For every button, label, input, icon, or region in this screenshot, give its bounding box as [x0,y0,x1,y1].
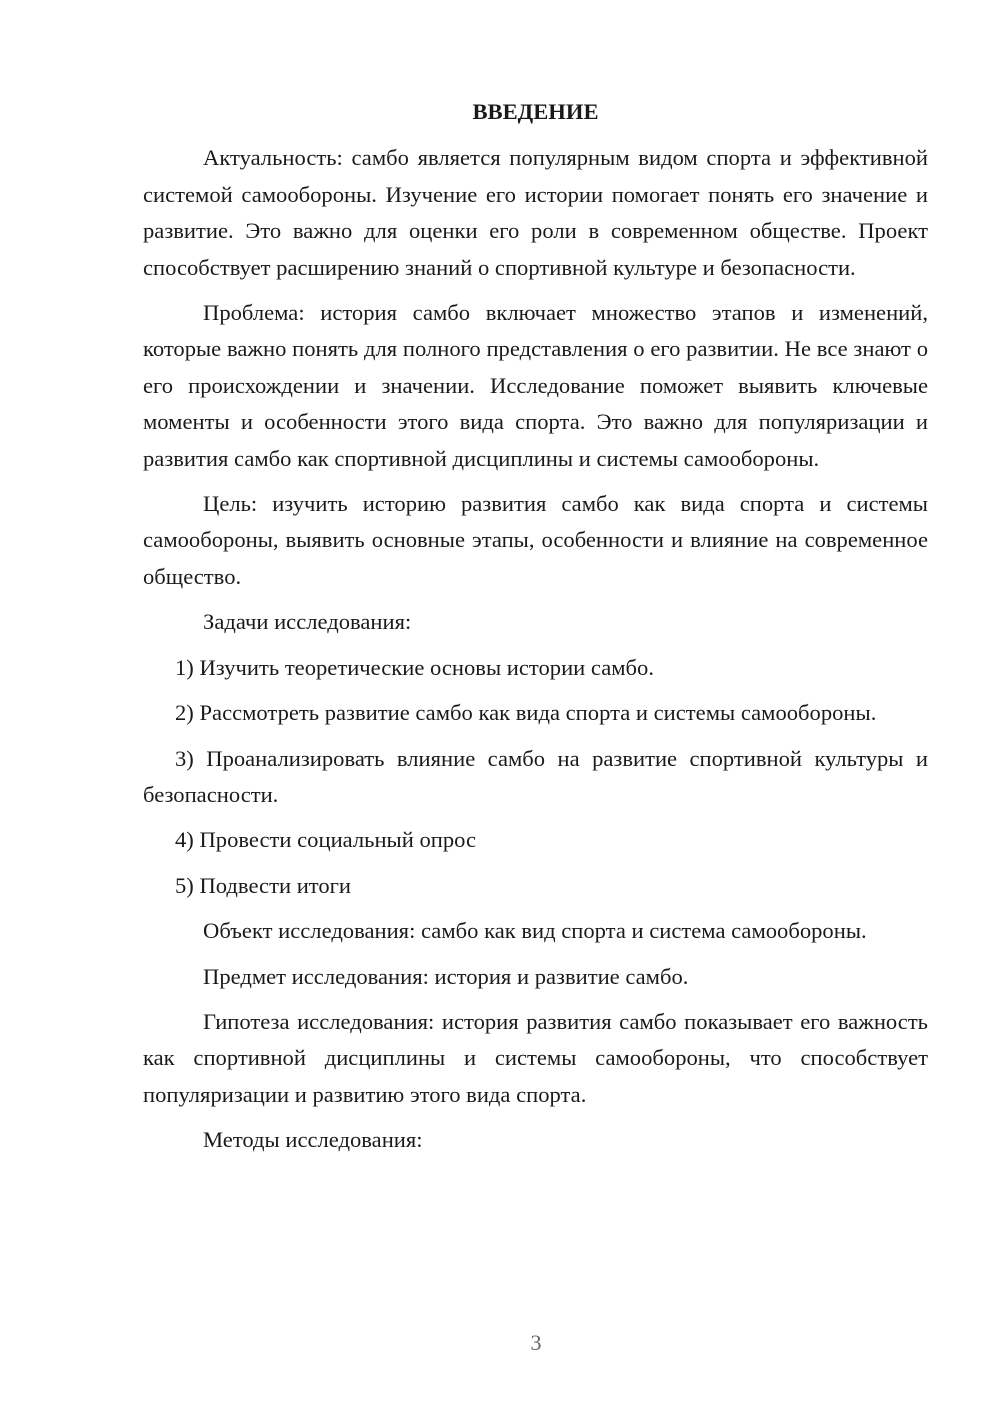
methods-heading: Методы исследования: [203,1127,423,1153]
page-content [143,94,928,1168]
task-item-5: 5) Подвести итоги [175,872,352,898]
task-item-2: 2) Рассмотреть развитие самбо как вида спорта и системы самообороны. [175,700,877,726]
object-paragraph: Объект исследования: самбо как вид спорта и система самообороны. [203,918,867,944]
page-number: 3 [530,1330,542,1355]
task-item-1: 1) Изучить теоретические основы истории самбо. [175,654,654,680]
tasks-heading: Задачи исследования: [203,609,412,635]
task-item-4: 4) Провести социальный опрос [175,827,477,853]
problem-paragraph: Проблема: история самбо включает множество этапов и изменений, которые важно понять для полного представления о его развитии. Не все знают о его происхождении и значении. Исследование поможет выявить ключевые моменты и особенности этого вида спорта. Это важно для популяризации и развития самбо как спортивной дисциплины и системы самообороны. [143,300,928,471]
subject-paragraph: Предмет исследования: история и развитие самбо. [203,963,689,989]
task-item-3: 3) Проанализировать влияние самбо на развитие спортивной культуры и безопасности. [143,745,928,807]
goal-paragraph: Цель: изучить историю развития самбо как вида спорта и системы самообороны, выявить основные этапы, особенности и влияние на современное общество. [143,491,928,589]
relevance-paragraph: Актуальность: самбо является популярным видом спорта и эффективной системой самообороны. Изучение его истории помогает понять его значение и развитие. Это важно для оценки его роли в современном обществе. Проект способствует расширению знаний о спортивной культуре и безопасности. [143,145,928,280]
hypothesis-paragraph: Гипотеза исследования: история развития самбо показывает его важность как спортивной дисциплины и системы самообороны, что способствует популяризации и развитию этого вида спорта. [143,1008,928,1107]
section-title: ВВЕДЕНИЕ [472,99,599,124]
